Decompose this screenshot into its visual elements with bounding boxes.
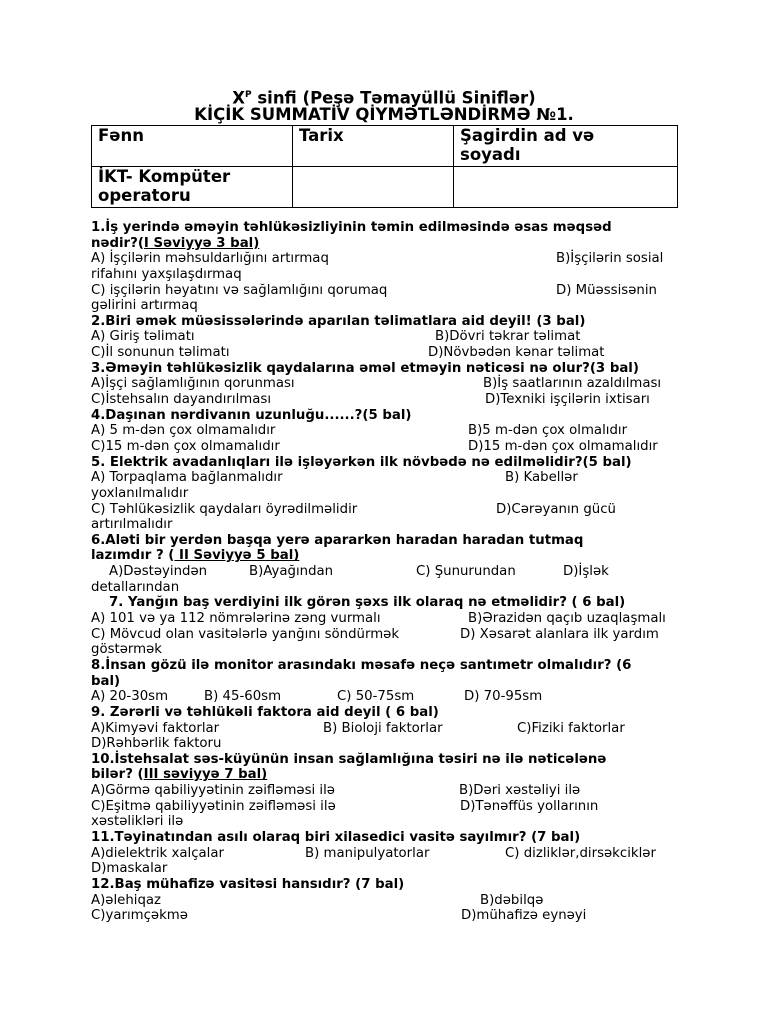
option-b: B) Bioloji faktorlar <box>323 720 443 736</box>
answer-row <box>91 564 681 580</box>
question-3: 3.Əməyin təhlükəsizlik qaydalarına əməl etməyin nəticəsi nə olur?(3 bal) <box>91 360 639 376</box>
option-d-cont: göstərmək <box>91 642 162 658</box>
option-c: C)İstehsalın dayandırılması <box>91 392 272 408</box>
question-1: 1.İş yerində əməyin təhlükəsizliyinin təmin edilməsində əsas məqsəd <box>91 220 612 235</box>
question-6-level: II Səviyyə 5 bal) <box>174 548 300 564</box>
option-c: C) Şunurundan <box>416 564 516 580</box>
option-a: A) 20-30sm <box>91 689 169 705</box>
option-a: A) Torpaqlama bağlanmalıdır <box>91 470 283 486</box>
option-a: A)əlehiqaz <box>91 892 162 908</box>
answer-row <box>91 736 681 752</box>
option-a: A) Giriş təlimatı <box>91 329 195 345</box>
option-a: A) 101 və ya 112 nömrələrinə zəng vurmalı <box>91 611 381 627</box>
option-c: C)yarımçəkmə <box>91 908 188 924</box>
answer-row <box>91 392 681 408</box>
question-7: 7. Yanğın baş verdiyini ilk görən şəxs ilk olaraq nə etməlidir? ( 6 bal) <box>109 595 626 611</box>
title-rest: sinfi (Peşə Təmayüllü Siniflər) <box>251 88 536 108</box>
option-d: D)Texniki işçilərin ixtisarı <box>485 392 650 408</box>
option-d: D)Rəhbərlik faktoru <box>91 736 222 752</box>
document-subtitle: KİÇİK SUMMATİV QİYMƏTLƏNDİRMƏ №1. <box>194 105 574 124</box>
option-d: D)İşlək <box>563 564 609 580</box>
option-c: C) Mövcud olan vasitələrlə yanğını söndürmək <box>91 626 400 642</box>
option-c: C) Təhlükəsizlik qaydaları öyrədilməlidir <box>91 501 358 517</box>
answer-row <box>91 783 681 799</box>
answer-row <box>91 642 681 658</box>
question-1-level: I Səviyyə 3 bal) <box>143 235 260 251</box>
option-d: D) Xəsarət alanlara ilk yardım <box>460 626 659 642</box>
answer-row <box>91 721 681 737</box>
option-b: B)dəbilqə <box>480 892 544 908</box>
option-b: B)Dəri xəstəliyi ilə <box>459 783 581 799</box>
option-d: D)Cərəyanın gücü <box>496 501 616 517</box>
answer-row <box>91 611 681 627</box>
answer-row <box>91 423 681 439</box>
option-b: B) Kabellər <box>505 470 578 486</box>
question-4: 4.Daşınan nərdivanın uzunluğu......?(5 bal) <box>91 407 412 423</box>
question-1-cont: nədir?(I Səviyyə 3 bal) <box>91 235 260 251</box>
header-date: Tarix <box>293 126 454 167</box>
option-b: B) manipulyatorlar <box>305 845 430 861</box>
question-10-level: III səviyyə 7 bal) <box>143 767 268 783</box>
title-superscript: P <box>244 90 252 100</box>
question-10-cont: bilər? (III səviyyə 7 bal) <box>91 767 268 783</box>
option-b: B)Ərazidən qaçıb uzaqlaşmalı <box>468 611 666 627</box>
question-10: 10.İstehsalat səs-küyünün insan sağlamlığına təsiri nə ilə nəticələnə <box>91 751 607 767</box>
answer-row <box>91 267 681 283</box>
answer-row <box>91 345 681 361</box>
question-9: 9. Zərərli və təhlükəli faktora aid deyil ( 6 bal) <box>91 704 439 720</box>
question-6-cont: lazımdır ? ( II Səviyyə 5 bal) <box>91 548 300 564</box>
answer-row <box>91 502 681 518</box>
cell-student-name <box>454 167 678 208</box>
answer-row <box>91 376 681 392</box>
answer-row <box>91 799 681 815</box>
option-a: A) 5 m-dən çox olmamalıdır <box>91 423 276 439</box>
info-table-value-row <box>92 167 678 208</box>
option-d-cont: gəlirini artırmaq <box>91 298 198 314</box>
option-d: D) Müəssisənin <box>556 282 657 298</box>
option-a: A)İşçi sağlamlığının qorunması <box>91 376 295 392</box>
option-b-cont: rifahını yaxşılaşdırmaq <box>91 266 242 282</box>
option-b: B)Dövri təkrar təlimat <box>435 329 581 345</box>
title-grade: X <box>232 88 245 108</box>
option-b: B)İş saatlarının azaldılması <box>483 376 662 392</box>
answer-row <box>91 814 681 830</box>
option-c: C)İl sonunun təlimatı <box>91 345 230 361</box>
option-d: D)maskalar <box>91 861 168 877</box>
option-b-cont: yoxlanılmalıdır <box>91 485 189 501</box>
option-d: D)15 m-dən çox olmamalıdır <box>468 438 658 454</box>
option-a: A)Dəstəyindən <box>109 564 208 580</box>
question-list <box>91 220 681 924</box>
answer-row <box>91 689 681 705</box>
question-12: 12.Baş mühafizə vasitəsi hansıdır? (7 bal) <box>91 876 405 892</box>
option-d-cont: detallarından <box>91 579 180 595</box>
question-6: 6.Aləti bir yerdən başqa yerə apararkən haradan haradan tutmaq <box>91 532 584 548</box>
answer-row <box>91 908 681 924</box>
header-subject: Fənn <box>92 126 293 167</box>
option-b: B)5 m-dən çox olmalıdır <box>468 423 628 439</box>
answer-row <box>91 893 681 909</box>
question-2: 2.Biri əmək müəsissələrində aparılan təlimatlara aid deyil! (3 bal) <box>91 313 586 329</box>
option-c: C)Fiziki faktorlar <box>517 720 625 736</box>
option-d: D) 70-95sm <box>464 689 543 705</box>
option-a: A)Görmə qabiliyyətinin zəifləməsi ilə <box>91 783 335 799</box>
option-b: B)İşçilərin sosial <box>556 251 664 267</box>
cell-date <box>293 167 454 208</box>
header-student-name: Şagirdin ad və soyadı <box>454 126 678 167</box>
info-table <box>91 125 678 208</box>
option-d: D)Növbədən kənar təlimat <box>428 345 605 361</box>
option-b: B)Ayağından <box>249 564 334 580</box>
option-c: C) dizliklər,dirsəkciklər <box>505 845 656 861</box>
cell-subject: İKT- Kompüter operatoru <box>92 167 293 208</box>
answer-row <box>91 517 681 533</box>
option-d-cont: xəstəlikləri ilə <box>91 814 184 830</box>
option-a: A) İşçilərin məhsuldarlığını artırmaq <box>91 251 329 267</box>
answer-row <box>91 580 681 596</box>
option-d-cont: artırılmalıdır <box>91 517 173 533</box>
question-5: 5. Elektrik avadanlıqları ilə işləyərkən ilk növbədə nə edilməlidir?(5 bal) <box>91 454 632 470</box>
option-a: A)dielektrik xalçalar <box>91 845 224 861</box>
answer-row <box>91 627 681 643</box>
option-c: C)15 m-dən çox olmamalıdır <box>91 438 280 454</box>
question-8: 8.İnsan gözü ilə monitor arasındakı məsafə neçə santımetr olmalıdır? (6 <box>91 657 632 673</box>
option-a: A)Kimyəvi faktorlar <box>91 720 220 736</box>
answer-row <box>91 298 681 314</box>
answer-row <box>91 861 681 877</box>
answer-row <box>91 283 681 299</box>
option-d: D)mühafizə eynəyi <box>461 908 587 924</box>
option-b: B) 45-60sm <box>204 689 282 705</box>
option-c: C) işçilərin həyatını və sağlamlığını qorumaq <box>91 282 388 298</box>
option-d: D)Tənəffüs yollarının <box>460 798 599 814</box>
question-11: 11.Təyinatından asılı olaraq biri xilasedici vasitə sayılmır? (7 bal) <box>91 829 581 845</box>
answer-row <box>91 470 681 486</box>
answer-row <box>91 486 681 502</box>
answer-row <box>91 329 681 345</box>
option-c: C)Eşitmə qabiliyyətinin zəifləməsi ilə <box>91 798 336 814</box>
question-8-cont: bal) <box>91 673 121 689</box>
info-table-header-row <box>92 126 678 167</box>
answer-row <box>91 251 681 267</box>
option-c: C) 50-75sm <box>337 689 415 705</box>
answer-row <box>91 846 681 862</box>
answer-row <box>91 439 681 455</box>
